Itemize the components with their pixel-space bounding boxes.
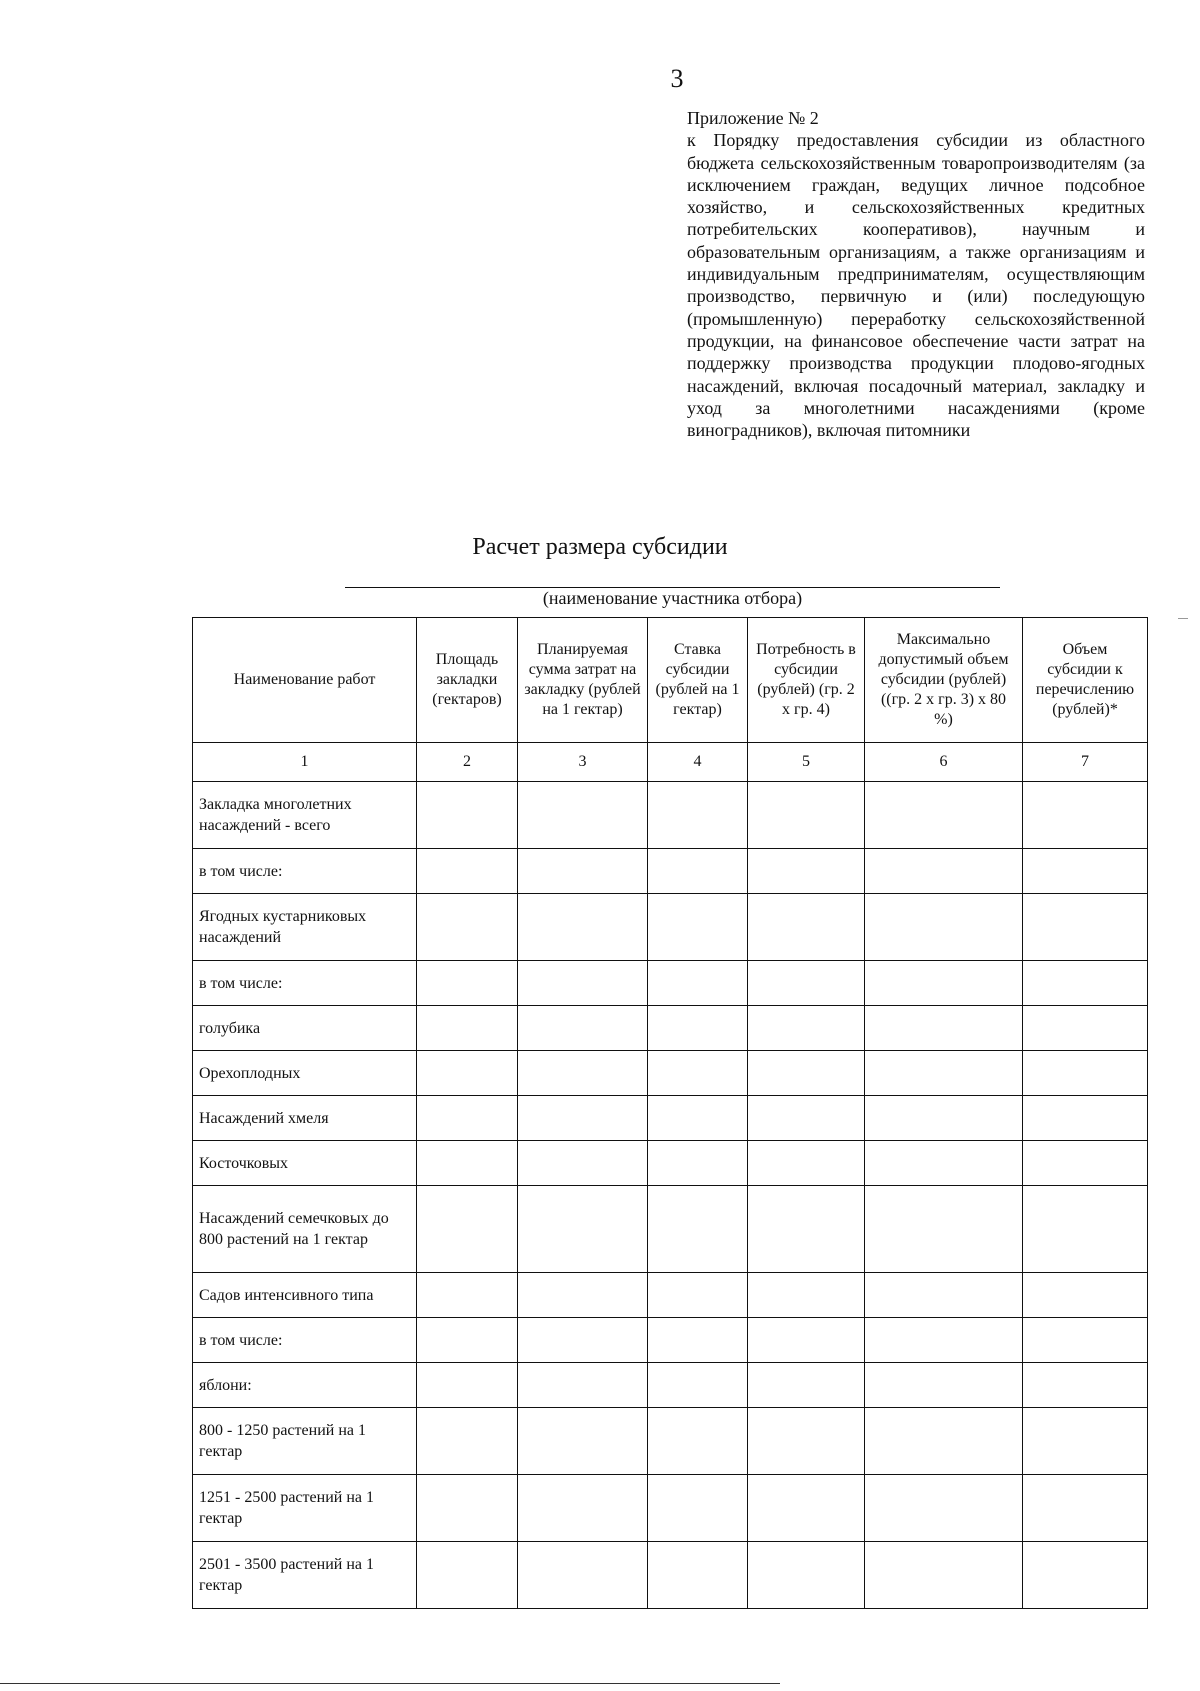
empty-value-cell xyxy=(748,894,865,961)
header-cell: Планируемая сумма затрат на закладку (рублей на 1 гектар) xyxy=(518,618,648,743)
row-label-cell: голубика xyxy=(193,1006,417,1051)
appendix-heading: Приложение № 2 xyxy=(687,108,819,128)
column-number-row xyxy=(193,743,1148,782)
empty-value-cell xyxy=(518,782,648,849)
empty-value-cell xyxy=(865,1318,1023,1363)
empty-value-cell xyxy=(865,1096,1023,1141)
row-label-cell: в том числе: xyxy=(193,849,417,894)
empty-value-cell xyxy=(1023,782,1148,849)
empty-value-cell xyxy=(865,849,1023,894)
table-row xyxy=(193,1186,1148,1273)
header-cell: Наименование работ xyxy=(193,618,417,743)
row-label-cell: Садов интенсивного типа xyxy=(193,1273,417,1318)
empty-value-cell xyxy=(518,1475,648,1542)
row-label-cell: 1251 - 2500 растений на 1 гектар xyxy=(193,1475,417,1542)
empty-value-cell xyxy=(865,1006,1023,1051)
empty-value-cell xyxy=(648,1186,748,1273)
empty-value-cell xyxy=(417,782,518,849)
empty-value-cell xyxy=(1023,1408,1148,1475)
table-row xyxy=(193,961,1148,1006)
table-row xyxy=(193,1096,1148,1141)
empty-value-cell xyxy=(748,1273,865,1318)
empty-value-cell xyxy=(865,1186,1023,1273)
empty-value-cell xyxy=(648,1096,748,1141)
empty-value-cell xyxy=(518,1408,648,1475)
empty-value-cell xyxy=(518,1273,648,1318)
column-number-cell: 1 xyxy=(193,743,417,782)
empty-value-cell xyxy=(865,894,1023,961)
empty-value-cell xyxy=(748,1408,865,1475)
empty-value-cell xyxy=(648,1542,748,1609)
empty-value-cell xyxy=(748,1318,865,1363)
row-label-cell: в том числе: xyxy=(193,1318,417,1363)
empty-value-cell xyxy=(865,1363,1023,1408)
empty-value-cell xyxy=(1023,1475,1148,1542)
page-number: 3 xyxy=(670,64,684,93)
table-row xyxy=(193,1318,1148,1363)
table-row xyxy=(193,1141,1148,1186)
empty-value-cell xyxy=(748,1141,865,1186)
row-label-cell: 800 - 1250 растений на 1 гектар xyxy=(193,1408,417,1475)
empty-value-cell xyxy=(417,1186,518,1273)
row-label-cell: Насаждений хмеля xyxy=(193,1096,417,1141)
empty-value-cell xyxy=(417,1273,518,1318)
empty-value-cell xyxy=(518,1542,648,1609)
empty-value-cell xyxy=(1023,1096,1148,1141)
empty-value-cell xyxy=(748,1475,865,1542)
empty-value-cell xyxy=(518,1318,648,1363)
row-label-cell: 2501 - 3500 растений на 1 гектар xyxy=(193,1542,417,1609)
header-cell: Ставка субсидии (рублей на 1 гектар) xyxy=(648,618,748,743)
empty-value-cell xyxy=(1023,894,1148,961)
table-row xyxy=(193,1475,1148,1542)
table-row xyxy=(193,894,1148,961)
empty-value-cell xyxy=(865,961,1023,1006)
subsidy-table xyxy=(192,617,1148,1609)
empty-value-cell xyxy=(518,1096,648,1141)
empty-value-cell xyxy=(1023,1318,1148,1363)
empty-value-cell xyxy=(518,894,648,961)
column-number-cell: 5 xyxy=(748,743,865,782)
empty-value-cell xyxy=(648,1475,748,1542)
empty-value-cell xyxy=(518,1051,648,1096)
empty-value-cell xyxy=(1023,1186,1148,1273)
column-number-cell: 3 xyxy=(518,743,648,782)
row-label-cell: Ягодных кустарниковых насаждений xyxy=(193,894,417,961)
empty-value-cell xyxy=(417,961,518,1006)
empty-value-cell xyxy=(417,1051,518,1096)
table-row xyxy=(193,1006,1148,1051)
empty-value-cell xyxy=(1023,849,1148,894)
empty-value-cell xyxy=(648,1363,748,1408)
row-label-cell: в том числе: xyxy=(193,961,417,1006)
appendix-text: к Порядку предоставления субсидии из областного бюджета сельскохозяйственным товаропроизводителям (за исключением граждан, ведущих личное подсобное хозяйство, и сельскохозяйственных кредитных потребительских кооперативов), научным и образовательным организациям, а также организациям и индивидуальным предпринимателям, осуществляющим производство, первичную и (или) последующую (промышленную) переработку сельскохозяйственной продукции, на финансовое обеспечение части затрат на поддержку производства продукции плодово-ягодных насаждений, включая посадочный материал, закладку и уход за многолетними насаждениями (кроме виноградников), включая питомники xyxy=(687,130,1145,441)
column-number-cell: 4 xyxy=(648,743,748,782)
empty-value-cell xyxy=(417,894,518,961)
empty-value-cell xyxy=(748,782,865,849)
column-number-cell: 7 xyxy=(1023,743,1148,782)
empty-value-cell xyxy=(648,1141,748,1186)
table-row xyxy=(193,849,1148,894)
empty-value-cell xyxy=(748,1006,865,1051)
table-row xyxy=(193,782,1148,849)
header-cell: Площадь закладки (гектаров) xyxy=(417,618,518,743)
empty-value-cell xyxy=(417,1141,518,1186)
empty-value-cell xyxy=(518,849,648,894)
empty-value-cell xyxy=(1023,961,1148,1006)
row-label-cell: Насаждений семечковых до 800 растений на 1 гектар xyxy=(193,1186,417,1273)
empty-value-cell xyxy=(518,961,648,1006)
empty-value-cell xyxy=(648,1318,748,1363)
empty-value-cell xyxy=(1023,1006,1148,1051)
empty-value-cell xyxy=(1023,1273,1148,1318)
empty-value-cell xyxy=(865,1542,1023,1609)
empty-value-cell xyxy=(417,1408,518,1475)
table-row xyxy=(193,1408,1148,1475)
empty-value-cell xyxy=(865,1051,1023,1096)
empty-value-cell xyxy=(648,1051,748,1096)
table-row xyxy=(193,1273,1148,1318)
empty-value-cell xyxy=(1023,1141,1148,1186)
empty-value-cell xyxy=(865,1141,1023,1186)
column-number-cell: 6 xyxy=(865,743,1023,782)
empty-value-cell xyxy=(865,1408,1023,1475)
empty-value-cell xyxy=(865,782,1023,849)
empty-value-cell xyxy=(748,1096,865,1141)
empty-value-cell xyxy=(865,1273,1023,1318)
empty-value-cell xyxy=(1023,1542,1148,1609)
empty-value-cell xyxy=(865,1475,1023,1542)
empty-value-cell xyxy=(1023,1363,1148,1408)
participant-caption: (наименование участника отбора) xyxy=(542,588,803,608)
row-label-cell: яблони: xyxy=(193,1363,417,1408)
empty-value-cell xyxy=(417,1318,518,1363)
empty-value-cell xyxy=(648,1408,748,1475)
empty-value-cell xyxy=(748,1542,865,1609)
empty-value-cell xyxy=(518,1186,648,1273)
empty-value-cell xyxy=(748,849,865,894)
row-label-cell: Косточковых xyxy=(193,1141,417,1186)
empty-value-cell xyxy=(518,1006,648,1051)
row-label-cell: Орехоплодных xyxy=(193,1051,417,1096)
empty-value-cell xyxy=(648,1006,748,1051)
row-label-cell: Закладка многолетних насаждений - всего xyxy=(193,782,417,849)
appendix-block xyxy=(687,107,1145,441)
bottom-rule xyxy=(0,1683,780,1684)
empty-value-cell xyxy=(648,782,748,849)
column-number-cell: 2 xyxy=(417,743,518,782)
table-row xyxy=(193,1542,1148,1609)
empty-value-cell xyxy=(417,1542,518,1609)
empty-value-cell xyxy=(648,961,748,1006)
empty-value-cell xyxy=(417,1475,518,1542)
empty-value-cell xyxy=(648,1273,748,1318)
empty-value-cell xyxy=(648,894,748,961)
empty-value-cell xyxy=(518,1363,648,1408)
header-row xyxy=(193,618,1148,743)
scan-edge-mark xyxy=(1178,618,1188,619)
empty-value-cell xyxy=(417,849,518,894)
table-row xyxy=(193,1363,1148,1408)
empty-value-cell xyxy=(417,1096,518,1141)
empty-value-cell xyxy=(748,961,865,1006)
table-row xyxy=(193,1051,1148,1096)
empty-value-cell xyxy=(748,1363,865,1408)
header-cell: Максимально допустимый объем субсидии (рублей) ((гр. 2 х гр. 3) х 80 %) xyxy=(865,618,1023,743)
empty-value-cell xyxy=(1023,1051,1148,1096)
empty-value-cell xyxy=(648,849,748,894)
empty-value-cell xyxy=(518,1141,648,1186)
empty-value-cell xyxy=(748,1051,865,1096)
empty-value-cell xyxy=(748,1186,865,1273)
empty-value-cell xyxy=(417,1006,518,1051)
header-cell: Потребность в субсидии (рублей) (гр. 2 х гр. 4) xyxy=(748,618,865,743)
document-title: Расчет размера субсидии xyxy=(472,534,728,560)
empty-value-cell xyxy=(417,1363,518,1408)
header-cell: Объем субсидии к перечислению (рублей)* xyxy=(1023,618,1148,743)
